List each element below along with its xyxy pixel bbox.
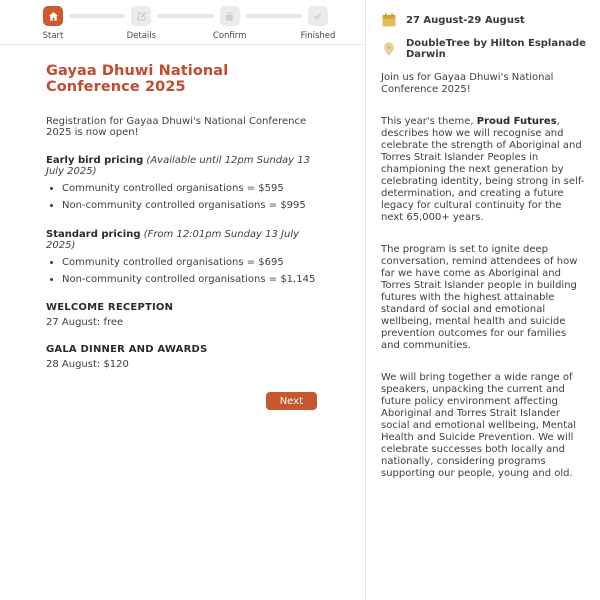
- step-connector: [157, 14, 213, 18]
- standard-pricing-heading: [46, 229, 317, 251]
- edit-icon[interactable]: [131, 6, 151, 26]
- welcome-reception-detail: 27 August: free: [46, 317, 124, 328]
- check-icon[interactable]: [308, 6, 328, 26]
- price-item: • Community controlled organisations = $595: [62, 182, 317, 195]
- home-icon[interactable]: [43, 6, 63, 26]
- price-item: • Non-community controlled organisations = $995: [62, 199, 317, 212]
- welcome-reception-section: [46, 302, 317, 328]
- early-bird-list: [62, 182, 317, 212]
- standard-pricing-list: [62, 256, 317, 286]
- event-dates: 27 August-29 August: [406, 14, 525, 26]
- step-connector: [246, 14, 302, 18]
- intro-text: Registration for Gayaa Dhuwi's National Conference 2025 is now open!: [46, 116, 307, 138]
- wizard-stepper: [0, 0, 365, 45]
- event-info-sidebar: [367, 0, 600, 600]
- speakers-paragraph: We will bring together a wide range of speakers, unpacking the current and future policy environment affecting Aboriginal and Torres Strait Islander social and emotional wellbeing, Mental Health and Suicide Prevention. We will celebrate successes both locally and nationally, considering programs supporting our people, young and old.: [381, 372, 577, 479]
- step-start[interactable]: [42, 6, 64, 41]
- step-connector: [69, 14, 125, 18]
- calendar-icon: [381, 12, 397, 28]
- step-details-label: Details: [126, 31, 157, 41]
- price-item: • Community controlled organisations = $695: [62, 256, 317, 269]
- theme-paragraph: [381, 116, 586, 224]
- step-finished-label: Finished: [300, 31, 336, 41]
- event-venue: DoubleTree by Hilton Esplanade Darwin: [406, 38, 586, 60]
- program-paragraph: The program is set to ignite deep conversation, remind attendees of how far we have come as Aboriginal and Torres Strait Islander people in building futures with the highest attainable standard of social and emotional wellbeing, mental health and suicide prevention outcomes for our families and communities.: [381, 244, 578, 351]
- theme-text-after: , describes how we will recognise and celebrate the strength of Aboriginal and Torres Strait Islander Peoples in championing the next generation by celebrating identity, being strong in self-determination, and creating a future legacy for cultural continuity for the next 65,000+ years.: [381, 116, 585, 223]
- step-confirm[interactable]: [212, 6, 247, 41]
- event-dates-row: [381, 12, 586, 28]
- page-title: Gayaa Dhuwi National Conference 2025: [46, 63, 229, 95]
- lock-icon[interactable]: [220, 6, 240, 26]
- gala-dinner-heading: GALA DINNER AND AWARDS: [46, 344, 208, 355]
- gala-dinner-section: [46, 344, 317, 370]
- price-item: • Non-community controlled organisations = $1,145: [62, 273, 317, 286]
- map-pin-icon: [381, 41, 397, 57]
- welcome-reception-heading: WELCOME RECEPTION: [46, 302, 174, 313]
- registration-content: [0, 45, 365, 410]
- button-row: [46, 392, 317, 410]
- early-bird-section: [46, 155, 317, 212]
- step-details[interactable]: [126, 6, 157, 41]
- step-start-label: Start: [42, 31, 64, 41]
- standard-pricing-note: (From 12:01pm Sunday 13 July 2025): [46, 229, 300, 251]
- standard-pricing-section: [46, 229, 317, 286]
- standard-pricing-title: Standard pricing: [46, 229, 141, 240]
- join-us-text: Join us for Gayaa Dhuwi's National Conference 2025!: [381, 72, 554, 95]
- early-bird-title: Early bird pricing: [46, 155, 144, 166]
- gala-dinner-detail: 28 August: $120: [46, 359, 129, 370]
- early-bird-note: (Available until 12pm Sunday 13 July 2025): [46, 155, 311, 177]
- event-venue-row: [381, 38, 586, 60]
- step-confirm-label: Confirm: [212, 31, 247, 41]
- theme-text-before: This year's theme,: [381, 116, 477, 127]
- next-button[interactable]: Next: [266, 392, 317, 410]
- theme-name: Proud Futures: [476, 116, 557, 127]
- early-bird-heading: [46, 155, 317, 177]
- step-finished[interactable]: [300, 6, 336, 41]
